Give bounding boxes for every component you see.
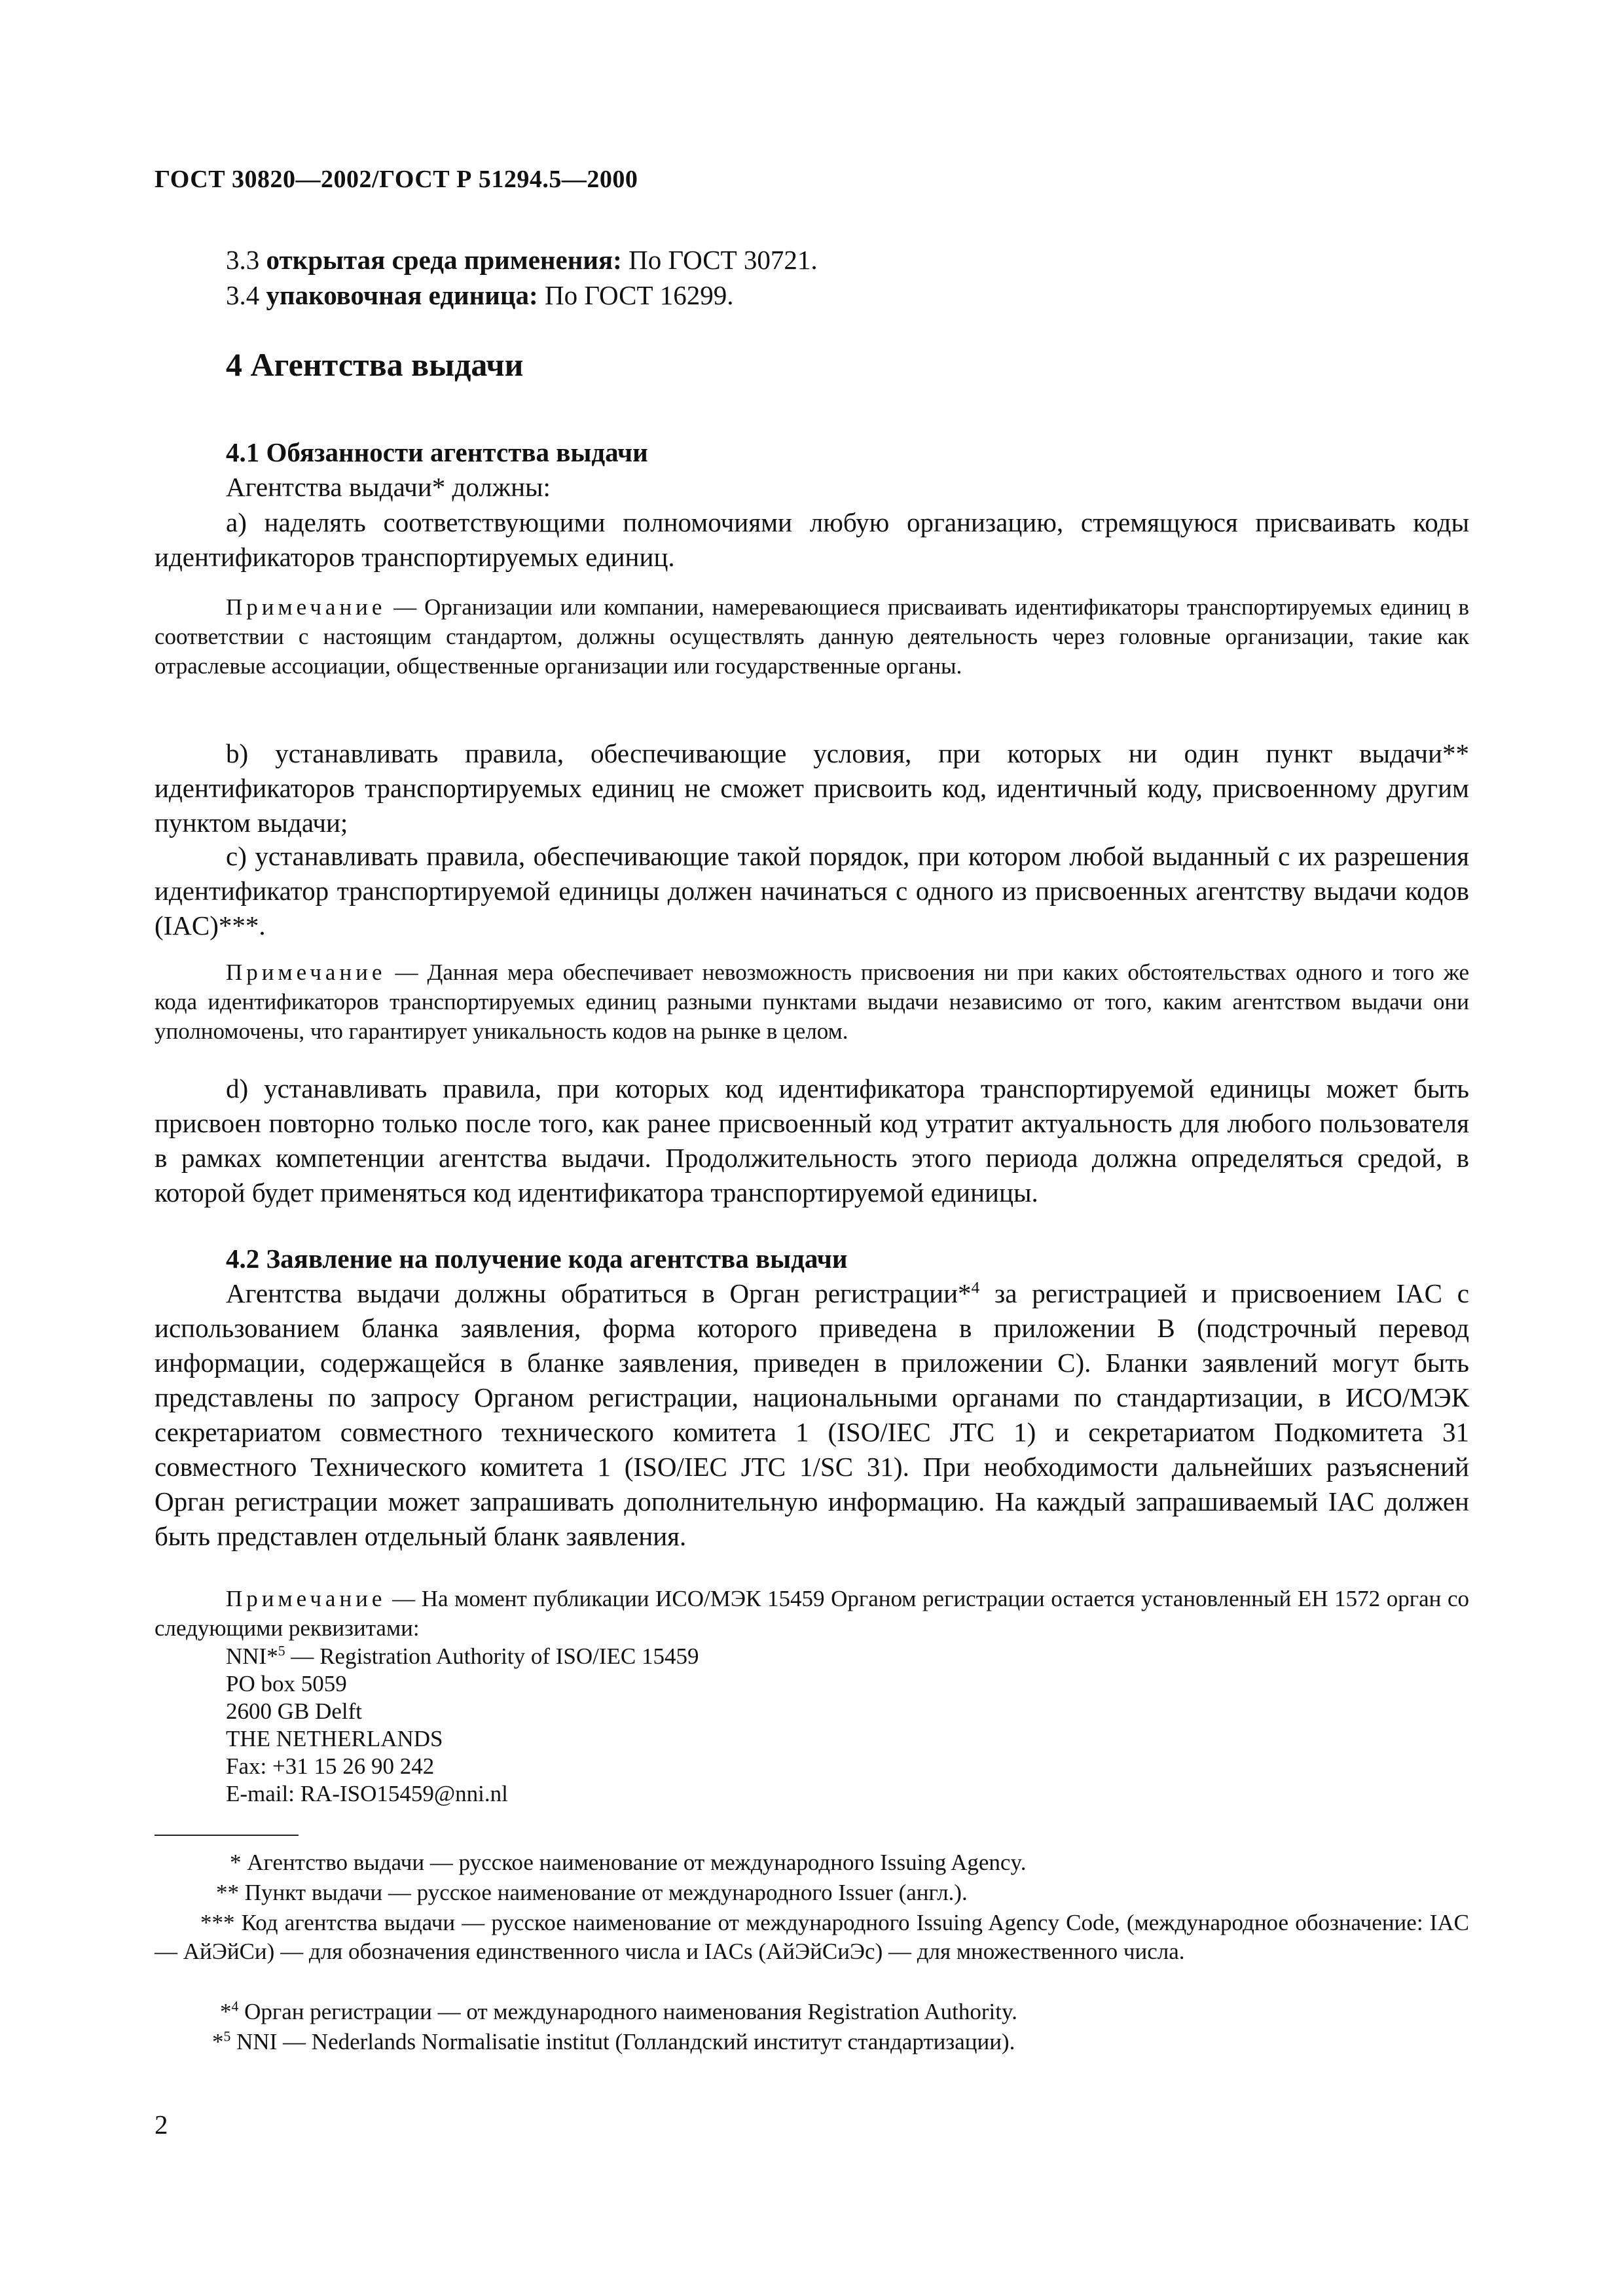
footnote-sup: 4 [231, 1998, 239, 2015]
item-b-paragraph: b) устанавливать правила, обеспечивающие условия, при которых ни один пункт выдачи** идентификаторов транспортируемых единиц не сможет присвоить код, идентичный коду, присвоенному другим пунктом выдачи; [155, 738, 1469, 838]
footnote-ref-4: 4 [971, 1278, 980, 1297]
page-number: 2 [155, 2109, 168, 2140]
subsection-title-4-2: 4.2 Заявление на получение кода агентства выдачи [226, 1244, 848, 1274]
address-line: PO box 5059 [226, 1671, 347, 1696]
note-2 [155, 958, 1469, 1046]
footnote-mark: * [212, 2029, 224, 2054]
footnote-text: Орган регистрации — от международного наименования Registration Authority. [238, 1999, 1017, 2024]
footnote-5 [155, 2028, 1469, 2056]
registration-address [226, 1643, 699, 1808]
application-paragraph [155, 1276, 1469, 1554]
running-header: ГОСТ 30820—2002/ГОСТ Р 51294.5—2000 [155, 166, 638, 193]
para-rest: за регистрацией и присвоением IAC с использованием бланка заявления, форма которого приведена в приложении В (подстрочный перевод информации, содержащейся в бланке заявления, приведен в приложении С). Бланки заявлений могут быть представлены по запросу Органом регистрации, национальными органами по стандартизации, в ИСО/МЭК секретариатом совместного технического комитета 1 (ISO/IEC JTC 1) и секретариатом Подкомитета 31 совместного Технического комитета 1 (ISO/IEC JTC 1/SC 31). При необходимости дальнейших разъяснений Орган регистрации может запрашивать дополнительную информацию. На каждый запрашиваемый IAC должен быть представлен отдельный бланк заявления. [155, 1278, 1469, 1551]
address-line: Fax: +31 15 26 90 242 [226, 1753, 435, 1779]
term-name: упаковочная единица: [266, 280, 538, 310]
note-1 [155, 592, 1469, 681]
address-line: E-mail: RA-ISO15459@nni.nl [226, 1781, 508, 1806]
address-line: 2600 GB Delft [226, 1698, 363, 1724]
note-3 [155, 1584, 1469, 1643]
term-3-4 [226, 278, 734, 313]
footnote-1: * Агентство выдачи — русское наименование от международного Issuing Agency. [230, 1850, 1027, 1875]
note-label: Примечание [226, 1586, 386, 1611]
address-line [226, 1643, 699, 1670]
para-start: Агентства выдачи должны обратиться в Орган регистрации* [226, 1278, 972, 1308]
address-org-rest: — Registration Authority of ISO/IEC 15459 [285, 1643, 699, 1669]
note-label: Примечание [226, 594, 386, 620]
footnote-4 [155, 1998, 1469, 2026]
address-line: THE NETHERLANDS [226, 1726, 443, 1751]
item-d-paragraph: d) устанавливать правила, при которых код идентификатора транспортируемой единицы может быть присвоен повторно только после того, как ранее присвоенный код утратит актуальность для любого пользователя в рамках компетенции агентства выдачи. Продолжительность этого периода должна определяться средой, в которой будет применяться код идентификатора транспортируемой единицы. [155, 1073, 1469, 1208]
term-definition: По ГОСТ 16299. [544, 280, 734, 310]
footnote-2: ** Пункт выдачи — русское наименование от международного Issuer (англ.). [216, 1880, 968, 1905]
subsection-title-4-1: 4.1 Обязанности агентства выдачи [226, 437, 648, 467]
footnote-ref-5: 5 [278, 1643, 285, 1659]
footnote-separator [155, 1835, 299, 1836]
note-text: — На момент публикации ИСО/МЭК 15459 Органом регистрации остается установленный ЕН 1572 орган со следующими реквизитами: [155, 1586, 1470, 1641]
item-c-paragraph: с) устанавливать правила, обеспечивающие такой порядок, при котором любой выданный с их разрешения идентификатор транспортируемой единицы должен начинаться с одного из присвоенных агентству выдачи кодов (IAC)***. [155, 841, 1469, 941]
address-org: NNI* [226, 1643, 278, 1669]
term-definition: По ГОСТ 30721. [629, 245, 818, 275]
term-number: 3.4 [226, 280, 260, 310]
footnote-3: *** Код агентства выдачи — русское наименование от международного Issuing Agency Code, (международное обозначение: IAC — АйЭйСи) — для обозначения единственного числа и IACs (АйЭйСиЭс) — для множественного числа. [155, 1910, 1469, 1964]
footnote-text: NNI — Nederlands Normalisatie institut (Голландский институт стандартизации). [230, 2029, 1015, 2054]
footnote-mark: * [220, 1999, 232, 2024]
note-text: — Данная мера обеспечивает невозможность присвоения ни при каких обстоятельствах одного и того же кода идентификаторов транспортируемых единиц разными пунктами выдачи независимо от того, каким агентством выдачи они уполномочены, что гарантирует уникальность кодов на рынке в целом. [155, 960, 1470, 1044]
footnote-sup: 5 [223, 2028, 231, 2045]
item-a-paragraph: а) наделять соответствующими полномочиями любую организацию, стремящуюся присваивать коды идентификаторов транспортируемых единиц. [155, 507, 1469, 572]
term-name: открытая среда применения: [266, 245, 622, 275]
term-3-3 [226, 242, 818, 278]
section-title: 4 Агентства выдачи [226, 346, 524, 383]
note-text: — Организации или компании, намеревающиеся присваивать идентификаторы транспортируемых единиц в соответствии с настоящим стандартом, должны осуществлять данную деятельность через головные организации, такие как отраслевые ассоциации, общественные организации или государственные органы. [155, 594, 1469, 679]
note-label: Примечание [226, 960, 386, 985]
term-number: 3.3 [226, 245, 260, 275]
intro-line: Агентства выдачи* должны: [226, 472, 551, 502]
